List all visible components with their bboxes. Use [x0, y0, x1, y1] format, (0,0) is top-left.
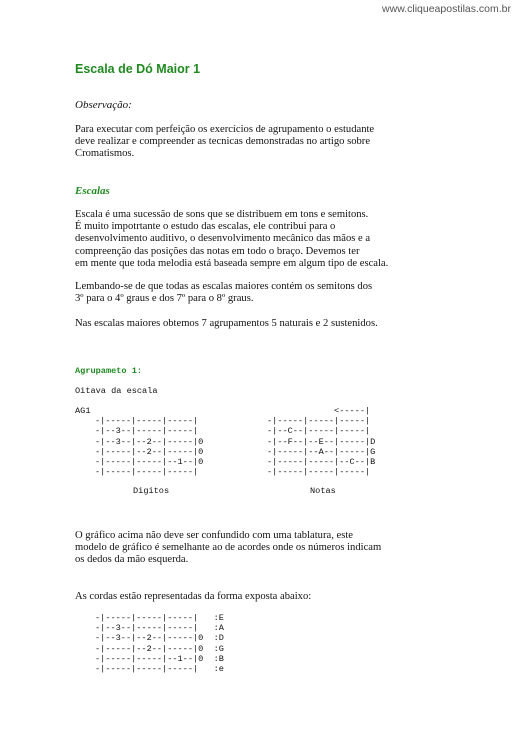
diagram-line: -|--F--|--E--|-----|D — [267, 436, 376, 447]
diagram-line: -|-----|-----|-----| — [267, 467, 371, 478]
text-line: compreenção das posições das notas em todo o braço. Devemos ter — [75, 245, 360, 257]
text-line: 3º para o 4º graus e dos 7º para o 8º graus. — [75, 293, 254, 305]
diagram-line: -|-----|-----|-----| — [267, 416, 371, 427]
diagram-line: -|-----|--2--|-----|0 :G — [95, 643, 224, 654]
escalas-paragraph-3 — [75, 318, 495, 330]
page-title: Escala de Dó Maior 1 — [75, 62, 201, 76]
diagram-line: <-----| — [267, 406, 371, 416]
escalas-paragraph-1 — [75, 209, 495, 270]
escalas-paragraph-2 — [75, 281, 495, 305]
diagram-line: -|--C--|-----|-----| — [267, 426, 371, 437]
diagram-line: -|-----|--2--|-----|0 — [95, 446, 204, 457]
diagram-line: -|-----|-----|-----| :E — [95, 613, 224, 623]
explicacao-paragraph — [75, 530, 495, 567]
text-line: É muito impotrtante o estudo das escalas, ele contribui para o — [75, 221, 336, 233]
diagram-line: -|-----|-----|-----| — [95, 416, 199, 427]
agrupamento-heading: Agrupameto 1: — [75, 366, 143, 376]
diagram-line: -|-----|-----|--1--|0 :B — [95, 653, 224, 664]
text-line: Lembando-se de que todas as escalas maiores contém os semitons dos — [75, 281, 373, 292]
observacao-paragraph — [75, 124, 495, 161]
digits-diagram — [95, 406, 203, 477]
notas-caption: Notas — [310, 486, 336, 496]
text-line: desenvolvimento auditivo, o desenvolvimento mecânico das mãos e a — [75, 233, 371, 245]
cordas-intro — [75, 591, 495, 603]
cordas-diagram — [95, 613, 224, 674]
diagram-line: -|-----|-----|-----| :e — [95, 664, 224, 675]
text-line: deve realizar e compreender as tecnicas demonstradas no artigo sobre — [75, 136, 371, 148]
diagram-line: -|-----|-----|--C--|B — [267, 457, 376, 468]
diagram-line: -|--3--|-----|-----| :A — [95, 623, 224, 634]
text-line: O gráfico acima não deve ser confundido com uma tablatura, este — [75, 530, 353, 541]
text-line: As cordas estão representadas da forma exposta abaixo: — [75, 591, 312, 602]
diagram-line: -|--3--|--2--|-----|0 :D — [95, 633, 224, 644]
text-line: Nas escalas maiores obtemos 7 agrupamentos 5 naturais e 2 sustenidos. — [75, 318, 378, 329]
diagram-line: -|-----|-----|--1--|0 — [95, 457, 204, 468]
text-line: em mente que toda melodia está baseada sempre em algum tipo de escala. — [75, 257, 389, 269]
oitava-label: Oitava da escala — [75, 386, 158, 396]
text-line: Cromatismos. — [75, 148, 135, 160]
text-line: os dedos da mão esquerda. — [75, 554, 189, 566]
diagram-line: -|-----|--A--|-----|G — [267, 446, 376, 457]
text-line: Para executar com perfeição os exercícios de agrupamento o estudante — [75, 124, 375, 135]
notas-diagram — [267, 406, 375, 477]
digitos-caption: Digitos — [133, 486, 170, 496]
text-line: modelo de gráfico é semelhante ao de acordes onde os números indicam — [75, 542, 382, 554]
site-watermark: www.cliqueapostilas.com.br — [382, 3, 511, 15]
text-line: Escala é uma sucessão de sons que se distribuem em tons e semitons. — [75, 209, 369, 220]
diagram-line: -|-----|-----|-----| — [95, 467, 199, 478]
diagram-line: -|--3--|--2--|-----|0 — [95, 436, 204, 447]
ag1-label: AG1 — [75, 406, 91, 416]
diagram-line: -|--3--|-----|-----| — [95, 426, 199, 437]
escalas-heading: Escalas — [75, 185, 110, 197]
observacao-heading: Observação: — [75, 99, 132, 111]
